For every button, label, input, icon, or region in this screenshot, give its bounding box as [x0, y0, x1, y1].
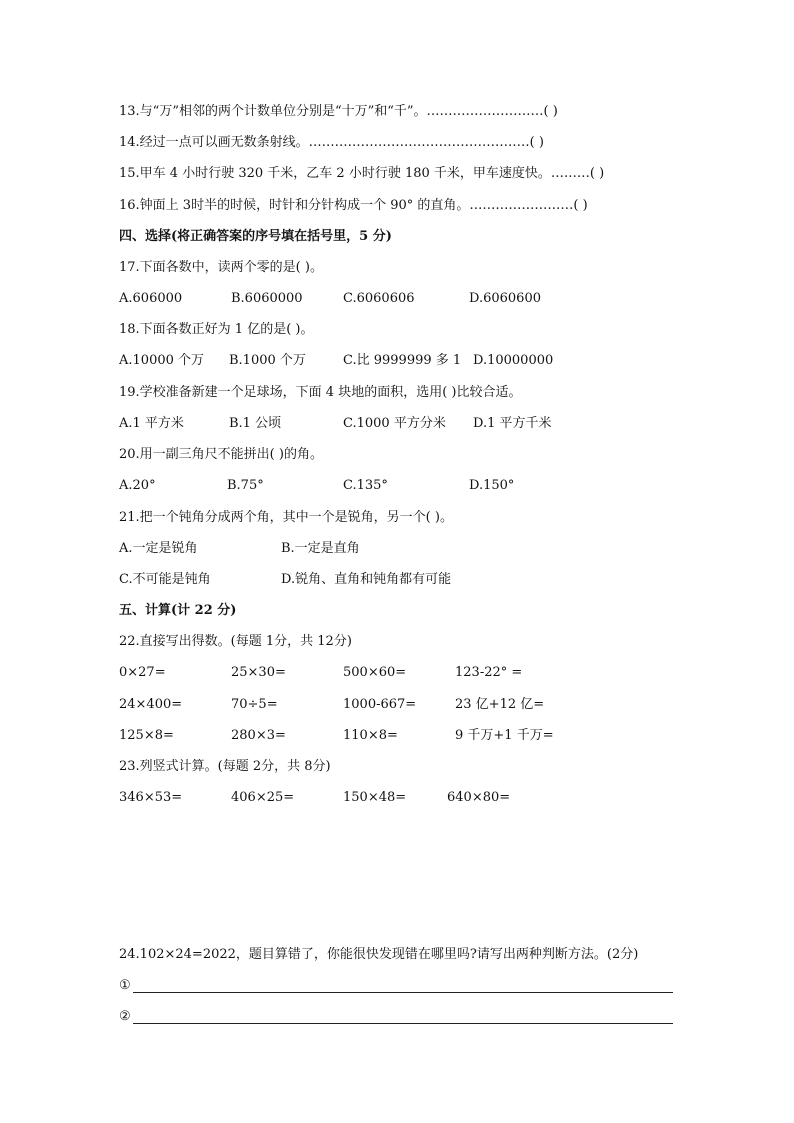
- q21-option-b: B.一定是直角: [281, 541, 360, 556]
- q19-option-a: A.1 平方米: [119, 416, 184, 431]
- q21-option-c: C.不可能是钝角: [119, 572, 211, 587]
- q22-item: 1000-667=: [343, 697, 417, 712]
- q22-item: 0×27=: [119, 665, 166, 680]
- judge-q14: 14.经过一点可以画无数条射线。……………………………………………( ): [119, 135, 544, 150]
- q19-stem: 19.学校准备新建一个足球场，下面 4 块地的面积，选用( )比较合适。: [119, 385, 522, 400]
- q17-stem: 17.下面各数中，读两个零的是( )。: [119, 260, 323, 275]
- q22-item: 280×3=: [231, 728, 286, 743]
- q20-option-a: A.20°: [119, 478, 156, 493]
- answer-line-2[interactable]: [133, 1023, 673, 1024]
- q24-stem: 24.102×24=2022，题目算错了，你能很快发现错在哪里吗?请写出两种判断方法。(2分): [119, 947, 639, 962]
- q19-option-d: D.1 平方千米: [473, 416, 552, 431]
- q22-item: 500×60=: [343, 665, 407, 680]
- q18-option-b: B.1000 个万: [229, 353, 306, 368]
- q17-option-a: A.606000: [119, 291, 183, 306]
- judge-q13: 13.与“万”相邻的两个计数单位分别是“十万”和“千”。………………………( ): [119, 104, 558, 119]
- q17-option-b: B.6060000: [231, 291, 303, 306]
- answer-mark-2: ②: [119, 1009, 131, 1024]
- q22-item: 125×8=: [119, 728, 174, 743]
- q18-option-d: D.10000000: [473, 353, 554, 368]
- q22-item: 110×8=: [343, 728, 398, 743]
- q20-option-c: C.135°: [343, 478, 388, 493]
- q17-option-d: D.6060600: [469, 291, 541, 306]
- q23-stem: 23.列竖式计算。(每题 2分，共 8分): [119, 759, 331, 774]
- section5-title: 五、计算(计 22 分): [119, 603, 237, 618]
- q20-stem: 20.用一副三角尺不能拼出( )的角。: [119, 447, 323, 462]
- answer-mark-1: ①: [119, 978, 131, 993]
- section4-title: 四、选择(将正确答案的序号填在括号里，5 分): [119, 229, 392, 244]
- q22-stem: 22.直接写出得数。(每题 1分，共 12分): [119, 634, 352, 649]
- q21-stem: 21.把一个钝角分成两个角，其中一个是锐角，另一个( )。: [119, 510, 453, 525]
- q18-option-a: A.10000 个万: [119, 353, 205, 368]
- q22-item: 123-22° =: [455, 665, 523, 680]
- judge-q16: 16.钟面上 3时半的时候，时针和分针构成一个 90° 的直角。……………………( ): [119, 198, 588, 213]
- q23-item: 150×48=: [343, 790, 407, 805]
- q21-option-a: A.一定是锐角: [119, 541, 198, 556]
- answer-line-1[interactable]: [133, 992, 673, 993]
- q21-option-d: D.锐角、直角和钝角都有可能: [281, 572, 452, 587]
- q23-item: 346×53=: [119, 790, 183, 805]
- q20-option-b: B.75°: [227, 478, 264, 493]
- q22-item: 24×400=: [119, 697, 183, 712]
- q22-item: 9 千万+1 千万=: [455, 728, 554, 743]
- q17-option-c: C.6060606: [343, 291, 415, 306]
- q19-option-b: B.1 公顷: [229, 416, 282, 431]
- q18-stem: 18.下面各数正好为 1 亿的是( )。: [119, 322, 314, 337]
- q23-item: 640×80=: [447, 790, 511, 805]
- q22-item: 25×30=: [231, 665, 286, 680]
- q20-option-d: D.150°: [469, 478, 515, 493]
- judge-q15: 15.甲车 4 小时行驶 320 千米，乙车 2 小时行驶 180 千米，甲车速度快。………( ): [119, 166, 605, 181]
- q18-option-c: C.比 9999999 多 1: [343, 353, 462, 368]
- q23-item: 406×25=: [231, 790, 295, 805]
- q19-option-c: C.1000 平方分米: [343, 416, 446, 431]
- q22-item: 23 亿+12 亿=: [455, 697, 545, 712]
- q22-item: 70÷5=: [231, 697, 278, 712]
